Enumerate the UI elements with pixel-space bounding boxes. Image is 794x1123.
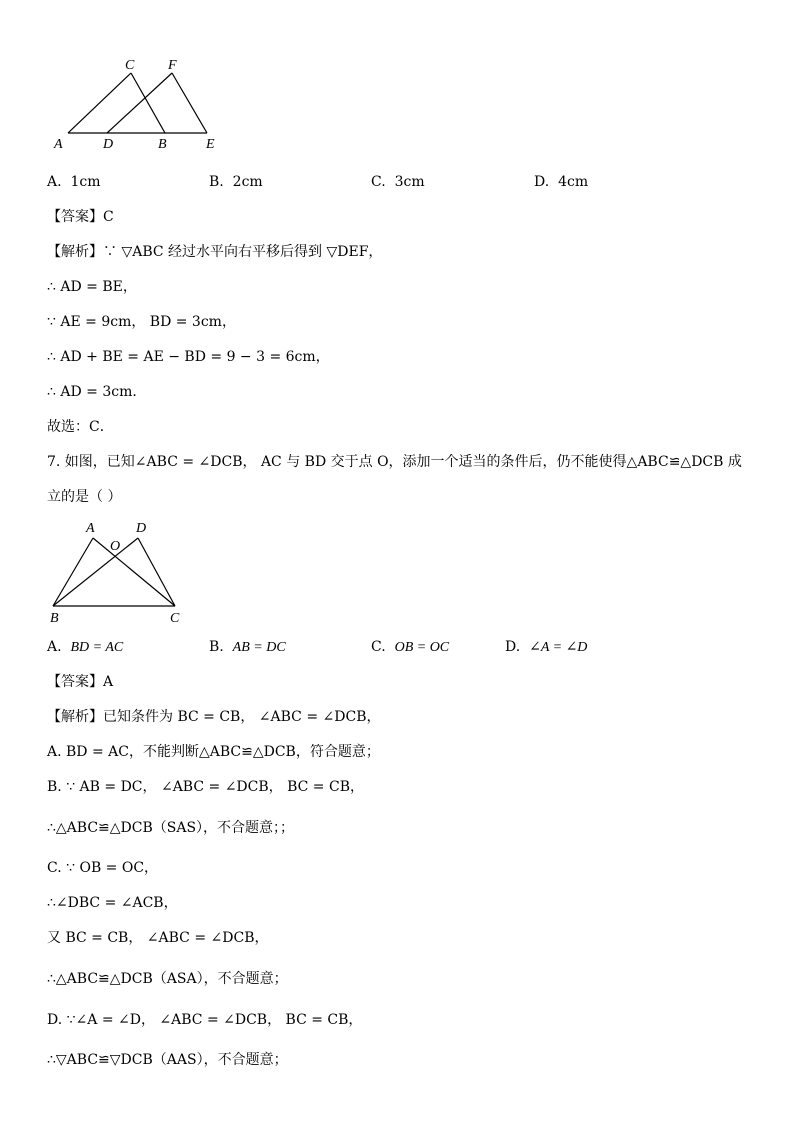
q7-analysis-line-7: 又 BC = CB， ∠ABC = ∠DCB， bbox=[47, 930, 269, 946]
q6-option-d: D. 4cm bbox=[534, 174, 589, 190]
q6-conclusion: 故选：C． bbox=[47, 419, 114, 435]
label-B: B bbox=[50, 611, 59, 626]
q7-option-c: C. OB = OC bbox=[371, 639, 450, 655]
q6-analysis-line-4: ∴ AD + BE = AE − BD = 9 − 3 = 6cm， bbox=[47, 349, 330, 365]
q6-option-b: B. 2cm bbox=[209, 174, 263, 190]
label-D: D bbox=[103, 137, 114, 152]
line-DC bbox=[138, 538, 175, 606]
q6-analysis-line-1: 【解析】∵ ▽ABC 经过水平向右平移后得到 ▽DEF， bbox=[47, 244, 383, 260]
q7-stem-line-2: 立的是（ ） bbox=[47, 489, 122, 505]
label-E: E bbox=[206, 137, 215, 152]
line-BD bbox=[53, 538, 138, 606]
label-O: O bbox=[110, 539, 121, 554]
q7-analysis-line-3: B. ∵ AB = DC， ∠ABC = ∠DCB， BC = CB， bbox=[47, 779, 364, 795]
label-B: B bbox=[158, 137, 167, 152]
q7-analysis-line-1: 【解析】已知条件为 BC = CB， ∠ABC = ∠DCB， bbox=[47, 709, 381, 725]
q6-analysis-line-2: ∴ AD = BE， bbox=[47, 279, 137, 295]
q7-answer: 【答案】A bbox=[47, 674, 114, 690]
q6-analysis-line-5: ∴ AD = 3cm． bbox=[47, 384, 147, 400]
line-CB bbox=[131, 73, 165, 133]
line-AC bbox=[68, 73, 131, 133]
q7-analysis-line-9: D. ∵∠A = ∠D， ∠ABC = ∠DCB， BC = CB， bbox=[47, 1012, 363, 1028]
line-AC bbox=[93, 538, 175, 606]
q7-option-d: D. ∠A = ∠D bbox=[505, 639, 588, 655]
line-BA bbox=[53, 538, 93, 606]
q6-option-a: A. 1cm bbox=[47, 174, 101, 190]
q7-option-b: B. AB = DC bbox=[209, 639, 286, 655]
q6-analysis-line-3: ∵ AE = 9cm， BD = 3cm， bbox=[47, 314, 236, 330]
line-DF bbox=[107, 73, 172, 133]
q7-analysis-line-4: ∴△ABC≌△DCB（SAS），不合题意；； bbox=[47, 820, 295, 836]
q7-analysis-line-2: A. BD = AC，不能判断△ABC≌△DCB，符合题意； bbox=[47, 744, 380, 760]
q7-analysis-line-6: ∴∠DBC = ∠ACB， bbox=[47, 895, 178, 911]
q7-stem-line-1: 7. 如图，已知∠ABC = ∠DCB， AC 与 BD 交于点 O，添加一个适当的条件后，仍不能使得△ABC≌△DCB 成 bbox=[47, 454, 742, 470]
line-FE bbox=[172, 73, 207, 133]
q7-option-a: A. BD = AC bbox=[47, 639, 124, 655]
q6-answer: 【答案】C bbox=[47, 209, 114, 225]
q7-analysis-line-8: ∴△ABC≌△DCB（ASA），不合题意； bbox=[47, 971, 288, 987]
q7-analysis-line-10: ∴▽ABC≌▽DCB（AAS），不合题意； bbox=[47, 1052, 288, 1068]
q6-option-c: C. 3cm bbox=[371, 174, 425, 190]
figure-congruent-triangles bbox=[40, 510, 200, 630]
label-F: F bbox=[168, 58, 177, 73]
label-C: C bbox=[125, 58, 135, 73]
q7-analysis-line-5: C. ∵ OB = OC， bbox=[47, 860, 159, 876]
label-A: A bbox=[86, 521, 95, 536]
label-A: A bbox=[54, 137, 63, 152]
label-C: C bbox=[170, 611, 180, 626]
figure-translation-triangles bbox=[40, 50, 240, 160]
label-D: D bbox=[136, 521, 147, 536]
